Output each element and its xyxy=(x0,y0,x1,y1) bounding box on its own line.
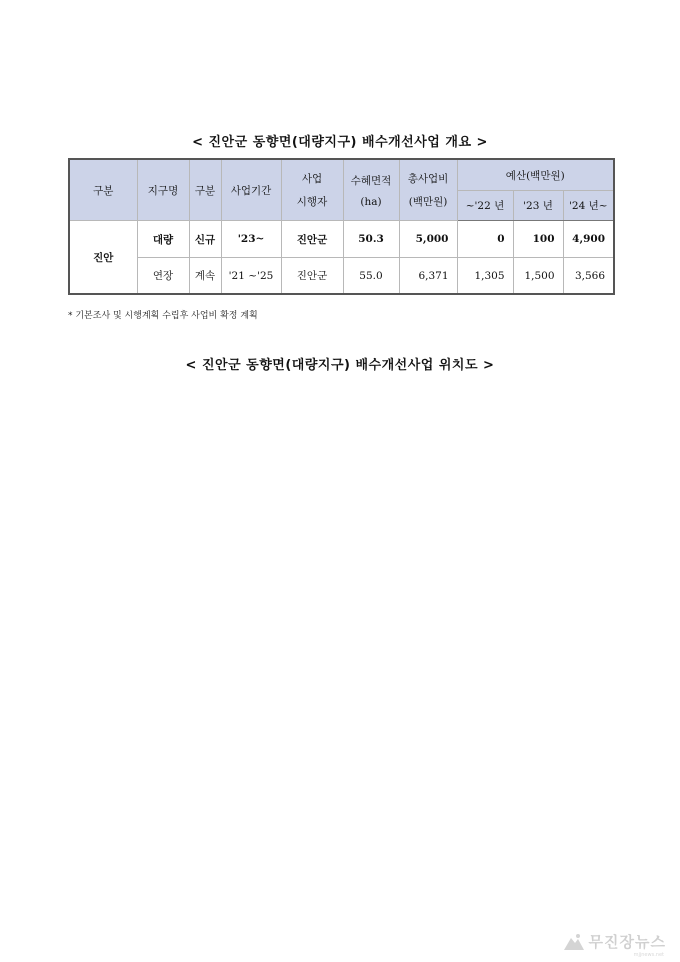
y24-cell: 4,900 xyxy=(563,221,614,258)
header-year-24: '24 년~ xyxy=(563,191,614,221)
executor-cell: 진안군 xyxy=(281,221,343,258)
location-map-title: < 진안군 동향면(대량지구) 배수개선사업 위치도 > xyxy=(185,358,495,373)
watermark-url: mjjnews.net xyxy=(633,952,664,958)
area-cell: 50.3 xyxy=(343,221,399,258)
header-executor: 사업 시행자 xyxy=(281,159,343,221)
header-year-22: ~'22 년 xyxy=(457,191,513,221)
type-cell: 신규 xyxy=(189,221,221,258)
y24-cell: 3,566 xyxy=(563,258,614,295)
district-cell: 대량 xyxy=(137,221,189,258)
table-row xyxy=(69,221,614,258)
executor-cell: 진안군 xyxy=(281,258,343,295)
y22-cell: 1,305 xyxy=(457,258,513,295)
header-type: 구분 xyxy=(189,159,221,221)
area-cell: 55.0 xyxy=(343,258,399,295)
watermark-text: 무진장뉴스 xyxy=(588,933,666,951)
watermark xyxy=(563,931,666,958)
period-cell: '23~ xyxy=(221,221,281,258)
district-cell: 연장 xyxy=(137,258,189,295)
cost-cell: 6,371 xyxy=(399,258,457,295)
period-cell: '21 ~'25 xyxy=(221,258,281,295)
header-category: 구분 xyxy=(69,159,137,221)
footnote: * 기본조사 및 시행계획 수립후 사업비 확정 계획 xyxy=(68,311,258,321)
header-district: 지구명 xyxy=(137,159,189,221)
cost-cell: 5,000 xyxy=(399,221,457,258)
header-area: 수혜면적 (ha) xyxy=(343,159,399,221)
project-overview-table xyxy=(68,158,615,295)
header-year-23: '23 년 xyxy=(513,191,563,221)
mountain-logo-icon xyxy=(563,933,585,951)
y22-cell: 0 xyxy=(457,221,513,258)
y23-cell: 1,500 xyxy=(513,258,563,295)
overview-title: < 진안군 동향면(대량지구) 배수개선사업 개요 > xyxy=(192,135,488,150)
table-row xyxy=(69,258,614,295)
header-budget: 예산(백만원) xyxy=(457,159,614,191)
header-period: 사업기간 xyxy=(221,159,281,221)
y23-cell: 100 xyxy=(513,221,563,258)
header-total-cost: 총사업비 (백만원) xyxy=(399,159,457,221)
region-cell: 진안 xyxy=(69,221,137,295)
type-cell: 계속 xyxy=(189,258,221,295)
